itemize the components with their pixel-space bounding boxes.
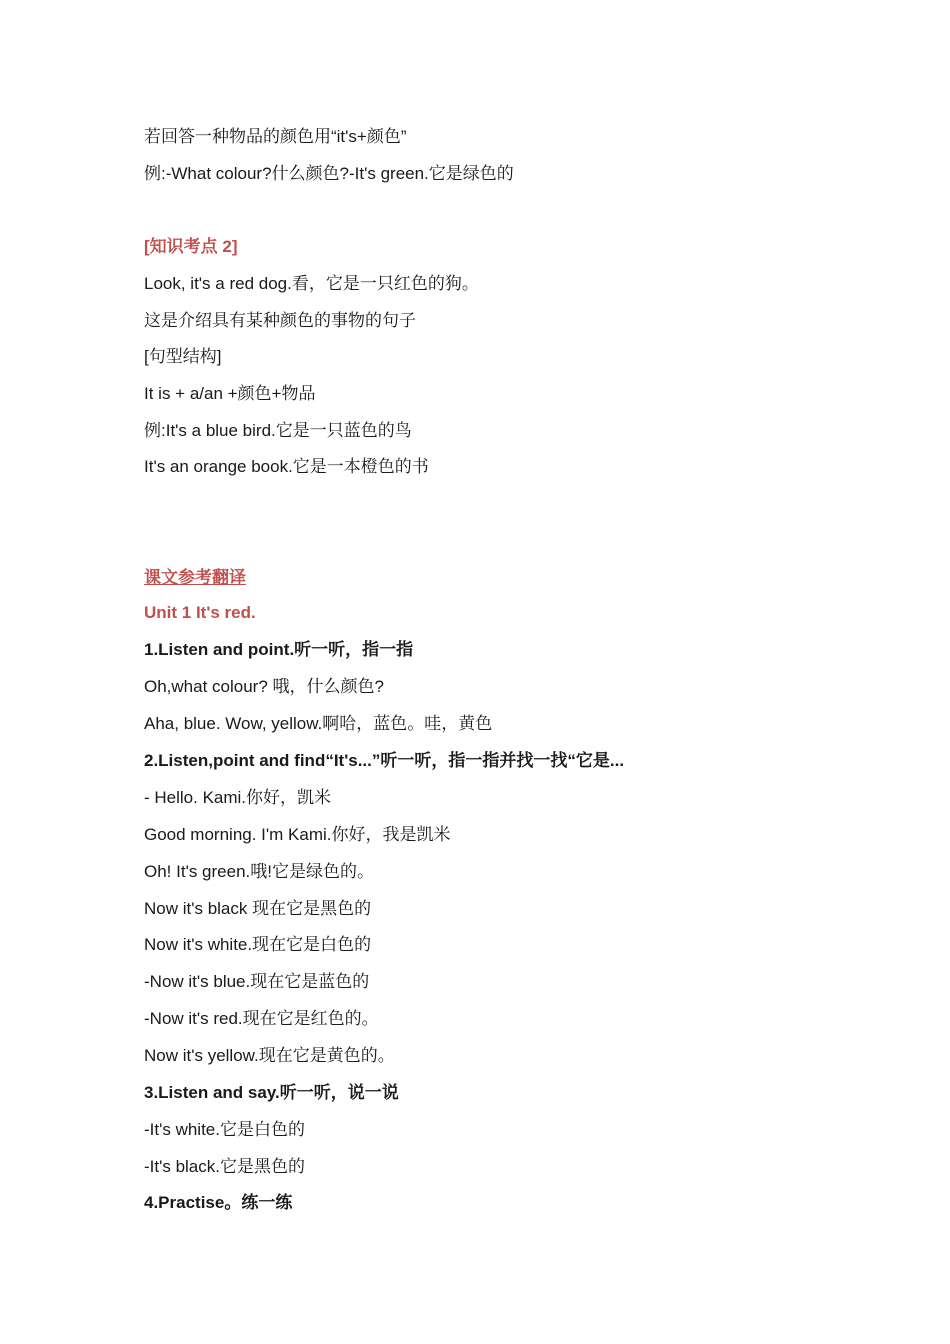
text-line: It is + a/an +颜色+物品 [144,384,316,403]
section-heading: [知识考点 2] [144,237,238,256]
text-line: 若回答一种物品的颜色用“it's+颜色” [144,127,407,146]
exercise-heading: 3.Listen and say.听一听，说一说 [144,1083,399,1102]
text-line: Now it's white.现在它是白色的 [144,935,372,954]
text-line: Look, it's a red dog.看，它是一只红色的狗。 [144,274,479,293]
unit-title: Unit 1 It's red. [144,603,256,622]
text-line: It's an orange book.它是一本橙色的书 [144,457,429,476]
exercise-heading: 2.Listen,point and find“It's...”听一听，指一指并找一找“它是... [144,751,625,770]
text-line: Oh,what colour? 哦，什么颜色? [144,677,384,696]
text-line: Now it's black 现在它是黑色的 [144,899,372,918]
text-line: 这是介绍具有某种颜色的事物的句子 [144,311,416,330]
text-line: -Now it's red.现在它是红色的。 [144,1009,379,1028]
text-line: -It's white.它是白色的 [144,1120,305,1139]
text-line: Oh! It's green.哦!它是绿色的。 [144,862,374,881]
exercise-heading: 4.Practise。练一练 [144,1193,293,1212]
exercise-heading: 1.Listen and point.听一听，指一指 [144,640,414,659]
text-line: -It's black.它是黑色的 [144,1157,305,1176]
text-line: -Now it's blue.现在它是蓝色的 [144,972,370,991]
text-line: Aha, blue. Wow, yellow.啊哈，蓝色。哇，黄色 [144,714,493,733]
section-heading: 课文参考翻译 [144,568,246,587]
text-line: - Hello. Kami.你好，凯米 [144,788,332,807]
text-line: 例:It's a blue bird.它是一只蓝色的鸟 [144,421,412,440]
text-line: 例:-What colour?什么颜色?-It's green.它是绿色的 [144,164,514,183]
text-line: [句型结构] [144,347,222,366]
text-line: Now it's yellow.现在它是黄色的。 [144,1046,395,1065]
text-line: Good morning. I'm Kami.你好，我是凯米 [144,825,451,844]
